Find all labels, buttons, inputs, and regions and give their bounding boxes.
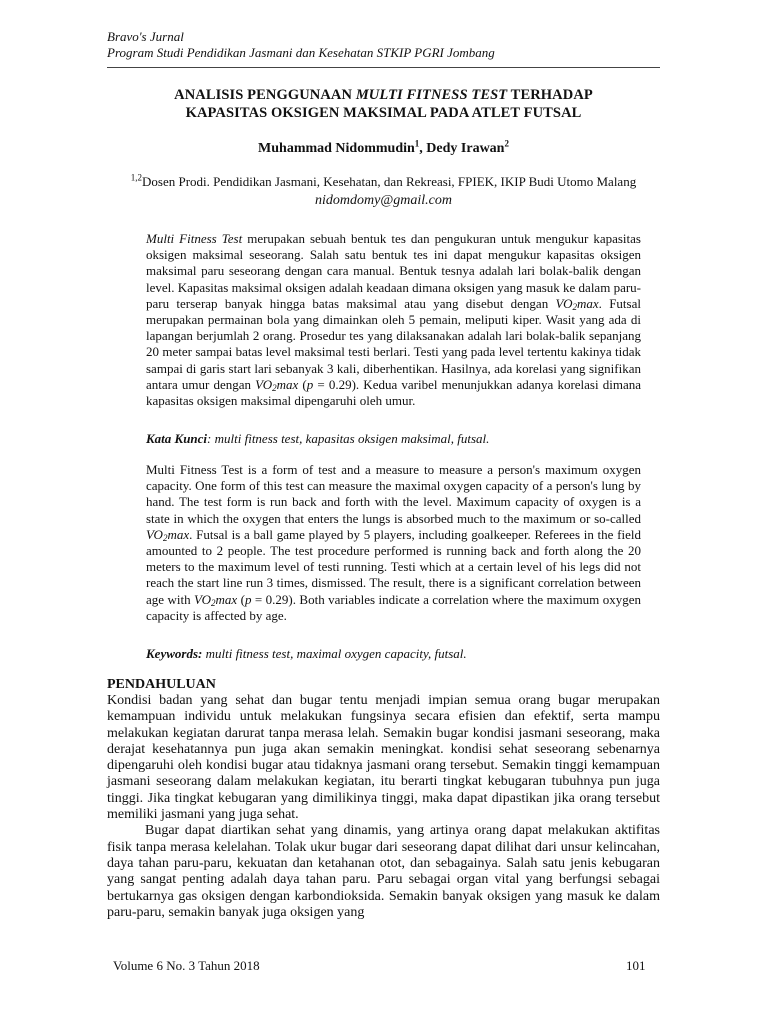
affiliation-text: Dosen Prodi. Pendidikan Jasmani, Kesehatan, dan Rekreasi, FPIEK, IKIP Budi Utomo Malang [142,174,637,189]
abstract-english: Multi Fitness Test is a form of test and a measure to measure a person's maximum oxygen capacity. One form of this test can measure the maximal oxygen capacity of a person's lung by hand. The test form is run back and forth with the level. Maximum capacity of oxygen is a state in which the oxygen that enters the lungs is absorbed much to the maximum or so-called $VO_2\max$. Futsal is a ball game played by 5 players, including goalkeeper. Referees in the field amounted to 2 people. The test procedure performed is running back and forth along the 20 meters to the maximum level of testi running. Testi which at a certain level of his legs did not reach the start line run 3 times, dismissed. The result, there is a significant correlation between age with $VO_2\max$ (p = 0.29). Both variables indicate a correlation where the maximum oxygen capacity is affected by age. [146,462,642,623]
section-heading: PENDAHULUAN [107,677,216,692]
abstract-indonesian: Multi Fitness Test merupakan sebuah bentuk tes dan pengukuran untuk mengukur kapasitas oksigen maksimal seseorang. Salah satu bentuk tes ini dapat mengukur kapasitas oksigen maksimal paru seseorang dengan cara manual. Bentuk tesnya adalah lari bolak-balik dengan level. Kapasitas maksimal oksigen adalah keadaan dimana oksigen yang masuk ke dalam paru-paru terserap banyak hingga batas maksimal atau yang disebut dengan $VO_2\max$. Futsal merupakan permainan bola yang dimainkan oleh 5 pemain, meliputi kiper. Wasit yang ada di lapangan berjumlah 2 orang. Prosedur tes yang dilaksanakan adalah lari bolak-balik sepanjang 20 meter sampai batas level maksimal testi berlari. Testi yang pada level tertentu kakinya tidak sampai di garis start lari sebanyak 3 kali, diberhentikan. Hasilnya, ada korelasi yang signifikan antara umur dengan $VO_2\max$ (p = 0.29). Kedua varibel menunjukkan adanya korelasi dimana kapasitas oksigen maksimal dipengaruhi oleh umur. [146,231,641,409]
author-1: Muhammad Nidommudin [258,141,415,156]
author-email: nidomdomy@gmail.com [315,193,452,208]
body-paragraph: Bugar dapat diartikan sehat yang dinamis, yang artinya orang dapat melakukan aktifitas fisik tanpa merasa kelelahan. Tolak ukur bugar dari seseorang dapat dilihat dari unsur kelincahan, daya tahan paru-paru, kekuatan dan ketahanan otot, dan sebagainya. Salah satu jenis kebugaran yang sangat penting adalah daya tahan paru. Paru sebagai organ vital yang berfungsi sebagai bertukarnya gas oksigen dengan karbondioksida. Semakin banyak oksigen yang masuk ke dalam paru-paru, semakin banyak juga oksigen yang [107,823,660,920]
title-line-1: ANALISIS PENGGUNAAN MULTI FITNESS TEST TERHADAP [174,87,593,103]
page-number: 101 [626,958,646,973]
journal-name: Bravo's Jurnal [107,29,184,44]
section-body [107,693,660,921]
author-2: Dedy Irawan [426,141,505,156]
keywords-indonesian: Kata Kunci: multi fitness test, kapasitas oksigen maksimal, futsal. [146,431,490,446]
title-line-2: KAPASITAS OKSIGEN MAKSIMAL PADA ATLET FUTSAL [185,105,582,121]
paper-title [107,86,660,122]
body-paragraph: Kondisi badan yang sehat dan bugar tentu menjadi impian semua orang bugar merupakan kemampuan individu untuk melakukan fungsinya secara efisien dan efektif, serta mampu melakukan kegiatan darurat tanpa merasa lelah. Semakin bugar kondisi jasmani seseorang, maka derajat kesehatannya pun juga akan semakin meningkat. kondisi sehat seseorang sebenarnya dipengaruhi oleh kondisi bugar atau tidaknya jasmani orang tersebut. Semakin tinggi kemampuan jasmani seseorang dalam melakukan kegiatan, itu berarti tingkat kebugaran tubuhnya pun juga tinggi. Jika tingkat kebugaran yang dimilikinya tinggi, maka dapat dipastikan jika orang tersebut memiliki jasmani yang juga sehat. [107,693,660,823]
affiliation: $^{1,2}$Dosen Prodi. Pendidikan Jasmani, Kesehatan, dan Rekreasi, FPIEK, IKIP Budi Utomo Malang nidomdomy@gmail.com [107,172,660,210]
author-list: Muhammad Nidommudin$^1$, Dedy Irawan$^2$ [258,138,509,156]
keywords-english: Keywords: multi fitness test, maximal oxygen capacity, futsal. [146,646,467,661]
running-header [107,29,495,61]
footer-volume: Volume 6 No. 3 Tahun 2018 [113,958,260,973]
header-rule [107,67,660,68]
program-name: Program Studi Pendidikan Jasmani dan Kesehatan STKIP PGRI Jombang [107,45,495,60]
